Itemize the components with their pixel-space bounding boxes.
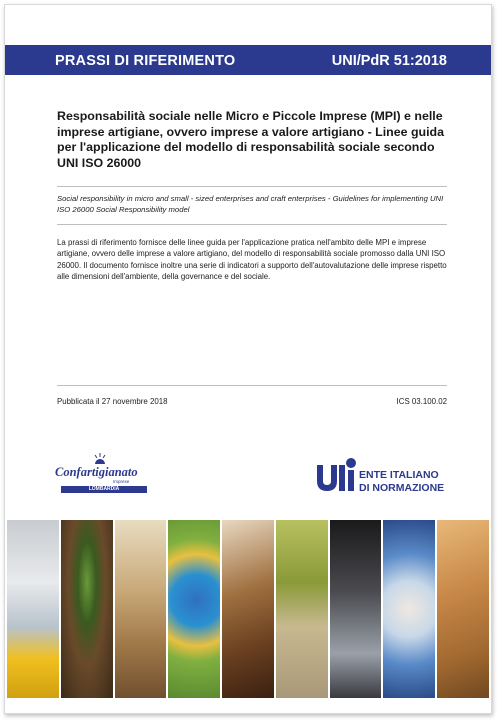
confartigianato-sub: Imprese [113, 479, 130, 484]
confartigianato-logo [55, 453, 147, 495]
ics-code: ICS 03.100.02 [396, 397, 447, 406]
sun-icon [93, 453, 107, 465]
photo-globe-hands [168, 520, 220, 698]
photo-team-circle [383, 520, 435, 698]
english-subtitle: Social responsibility in micro and small - sized enterprises and craft enterprises - Guidelines for implementing UNI ISO 26000 Social Responsibility model [57, 194, 444, 214]
divider [57, 186, 447, 187]
uni-line1: ENTE ITALIANO [359, 469, 439, 481]
divider [57, 224, 447, 225]
photo-strip [7, 520, 489, 698]
abstract-text: La prassi di riferimento fornisce delle linee guida per l'applicazione pratica nell'ambito delle MPI e imprese artigiane, ovvero delle imprese a valore artigiano, del modello di responsabilità sociale promosso dalla UNI ISO 26000. Il documento fornisce inoltre una serie di indicatori a supporto dell'autovalutazione delle imprese rispetto alle dimensioni dell'ambiente, della governance e del sociale. [57, 238, 447, 281]
uni-mark-icon [315, 457, 357, 493]
document-code: UNI/PdR 51:2018 [331, 53, 447, 69]
series-label: PRASSI DI RIFERIMENTO [55, 53, 236, 69]
confartigianato-region: LOMBARDIA [61, 486, 147, 493]
divider [57, 385, 447, 386]
uni-line2: DI NORMAZIONE [359, 482, 445, 494]
confartigianato-name: Confartigianato [55, 465, 138, 479]
photo-leather-craft [222, 520, 274, 698]
document-cover [4, 4, 492, 714]
header-banner [5, 45, 491, 75]
photo-cleaning-worker [7, 520, 59, 698]
photo-woodwork [437, 520, 489, 698]
photo-hands-seedling [61, 520, 113, 698]
uni-logo [315, 457, 465, 493]
publication-date: Pubblicata il 27 novembre 2018 [57, 397, 168, 406]
photo-business-people [330, 520, 382, 698]
photo-workshop-chairs [115, 520, 167, 698]
document-title: Responsabilità sociale nelle Micro e Piccole Imprese (MPI) e nelle imprese artigiane, ovvero imprese a valore artigiano - Linee guida per l'applicazione del modello di responsabilità sociale secondo UNI ISO 26000 [57, 109, 444, 170]
photo-dry-field [276, 520, 328, 698]
